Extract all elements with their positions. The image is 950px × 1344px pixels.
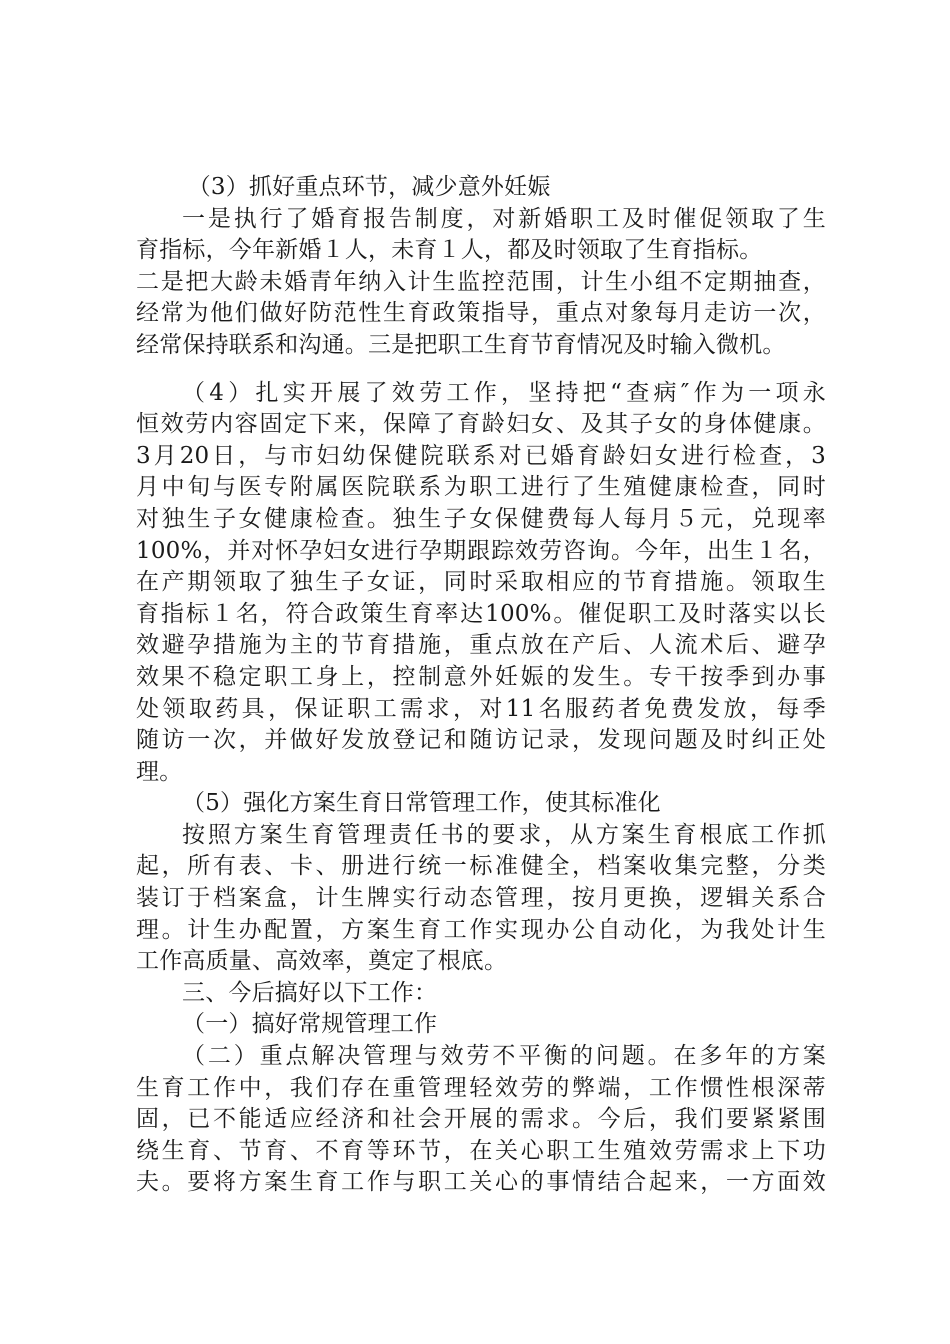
text-line: 随访一次，并做好发放登记和随访记录，发现问题及时纠正处 <box>136 727 826 754</box>
text-line: 育指标，今年新婚１人，未育１人，都及时领取了生育指标。 <box>136 237 763 264</box>
text-line: 二是把大龄未婚青年纳入计生监控范围，计生小组不定期抽查， <box>136 268 826 295</box>
text-line: 理。 <box>136 758 183 785</box>
text-line: 工作高质量、高效率，奠定了根底。 <box>136 948 508 975</box>
text-line: 100%，并对怀孕妇女进行孕期跟踪效劳咨询。今年，出生１名， <box>136 537 826 564</box>
text-line: 效果不稳定职工身上，控制意外妊娠的发生。专干按季到办事 <box>136 663 826 690</box>
text-line: 绕生育、节育、不育等环节，在关心职工生殖效劳需求上下功 <box>136 1137 826 1164</box>
text-line: 经常为他们做好防范性生育政策指导，重点对象每月走访一次， <box>136 300 826 327</box>
text-line: 夫。要将方案生育工作与职工关心的事情结合起来，一方面效 <box>136 1169 826 1196</box>
text-line: 理。计生办配置，方案生育工作实现办公自动化，为我处计生 <box>136 916 826 943</box>
text-line: 月中旬与医专附属医院联系为职工进行了生殖健康检查，同时 <box>136 474 826 501</box>
text-line: 固，已不能适应经济和社会开展的需求。今后，我们要紧紧围 <box>136 1106 826 1133</box>
text-line: 3月20日，与市妇幼保健院联系对已婚育龄妇女进行检查，3 <box>136 442 826 469</box>
text-line: 三、今后搞好以下工作： <box>182 979 438 1006</box>
text-line: （3）抓好重点环节，减少意外妊娠 <box>176 174 551 200</box>
text-line: 处领取药具，保证职工需求，对11名服药者免费发放，每季 <box>136 695 826 722</box>
text-line: 在产期领取了独生子女证，同时采取相应的节育措施。领取生 <box>136 569 826 596</box>
text-line: 经常保持联系和沟通。三是把职工生育节育情况及时输入微机。 <box>136 331 786 358</box>
text-line: 对独生子女健康检查。独生子女保健费每人每月５元，兑现率 <box>136 505 826 532</box>
document-body <box>136 172 826 1199</box>
text-line: （4）扎实开展了效劳工作，坚持把“查病″作为一项永 <box>182 379 826 406</box>
text-line: 效避孕措施为主的节育措施，重点放在产后、人流术后、避孕 <box>136 632 826 659</box>
text-line: （5）强化方案生育日常管理工作，使其标准化 <box>182 790 661 817</box>
text-line: 生育工作中，我们存在重管理轻效劳的弊端，工作惯性根深蒂 <box>136 1074 826 1101</box>
paragraph-gap <box>136 362 826 378</box>
text-line: （一）搞好常规管理工作 <box>182 1011 438 1038</box>
text-line: 恒效劳内容固定下来，保障了育龄妇女、及其子女的身体健康。 <box>136 411 826 438</box>
text-line: 育指标１名，符合政策生育率达100%。催促职工及时落实以长 <box>136 600 826 627</box>
text-line: 装订于档案盒，计生牌实行动态管理，按月更换，逻辑关系合 <box>136 885 826 912</box>
text-line: （二）重点解决管理与效劳不平衡的问题。在多年的方案 <box>182 1043 826 1070</box>
text-line: 起，所有表、卡、册进行统一标准健全，档案收集完整，分类 <box>136 853 826 880</box>
text-line: 按照方案生育管理责任书的要求，从方案生育根底工作抓 <box>182 821 826 848</box>
text-line: 一是执行了婚育报告制度，对新婚职工及时催促领取了生 <box>182 205 826 232</box>
